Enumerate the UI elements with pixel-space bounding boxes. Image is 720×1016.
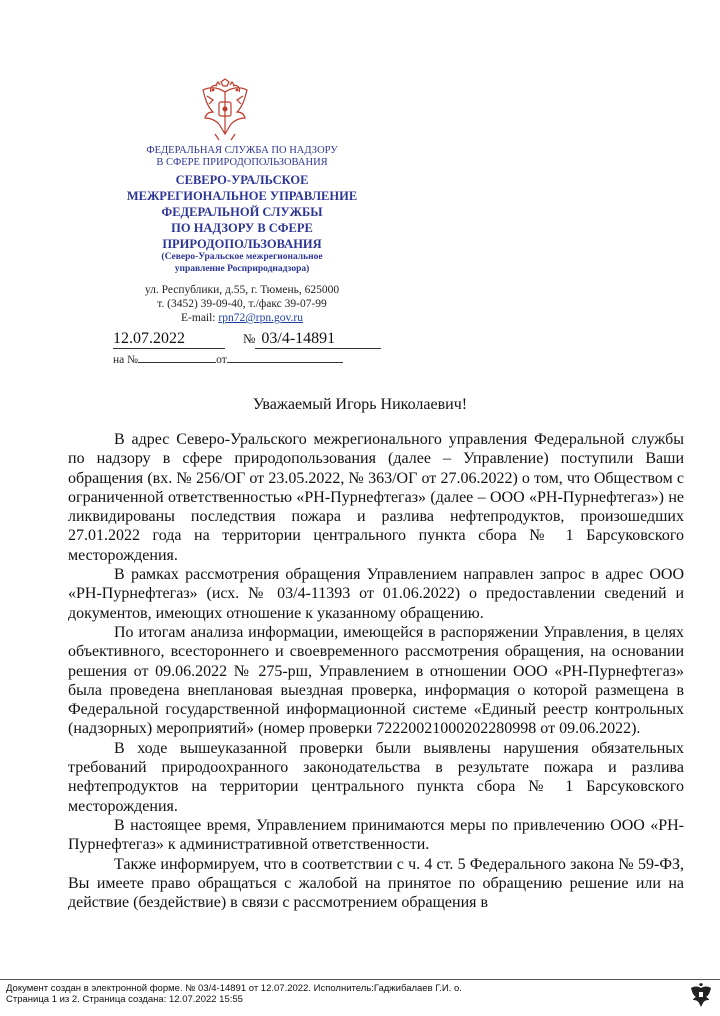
number-sign: №	[243, 331, 256, 346]
email-line	[108, 311, 376, 325]
dept-line-2: МЕЖРЕГИОНАЛЬНОЕ УПРАВЛЕНИЕ	[126, 189, 358, 203]
from-label: от	[216, 354, 227, 366]
short-name-line-2: управление Росприроднадзора)	[174, 264, 310, 274]
agency-line-2: В СФЕРЕ ПРИРОДОПОЛЬЗОВАНИЯ	[156, 157, 328, 168]
footer-divider	[0, 979, 720, 980]
paragraph-1: В адрес Северо-Уральского межрегионального управления Федеральной службы по надзору в сфере природопользования (далее – Управление) поступили Ваши обращения (вх. № 256/ОГ от 23.05.2022, № 363/ОГ от 27.06.2022) о том, что Обществом с ограниченной ответственностью «РН-Пурнефтегаз» (далее – ООО «РН-Пурнефтегаз») не ликвидированы последствия пожара и разлива нефтепродуктов, произошедших 27.01.2022 года на территории центрального пункта сбора № 1 Барсуковского месторождения.	[68, 431, 684, 564]
email-link[interactable]: rpn72@rpn.gov.ru	[218, 312, 303, 324]
coat-of-arms-emblem	[197, 78, 253, 142]
dept-line-3: ФЕДЕРАЛЬНОЙ СЛУЖБЫ	[161, 205, 323, 219]
reply-to-number-blank	[138, 351, 216, 363]
short-name-line-1: (Северо-Уральское межрегиональное	[161, 252, 323, 262]
letter-body	[68, 430, 684, 912]
address-block	[108, 283, 376, 325]
agency-line-1: ФЕДЕРАЛЬНАЯ СЛУЖБА ПО НАДЗОРУ	[146, 145, 338, 156]
footer-line-1: Документ создан в электронной форме. № 03/4-14891 от 12.07.2022. Исполнитель:Гаджибалаев Г.И. о.	[6, 983, 462, 994]
registration-line	[113, 330, 381, 349]
document-number: 03/4-14891	[255, 330, 381, 349]
dept-line-5: ПРИРОДОПОЛЬЗОВАНИЯ	[162, 237, 322, 251]
greeting: Уважаемый Игорь Николаевич!	[252, 396, 468, 413]
footer-emblem-icon	[690, 983, 712, 1009]
reply-to-line	[113, 351, 343, 366]
reply-to-date-blank	[227, 351, 343, 363]
department-short-name	[108, 251, 376, 275]
document-date: 12.07.2022	[113, 330, 225, 349]
paragraph-4: В ходе вышеуказанной проверки были выявлены нарушения обязательных требований природоохранного законодательства в результате пожара и разлива нефтепродуктов на территории центрального пункта сбора № 1 Барсуковского месторождения.	[68, 739, 684, 815]
reply-to-label: на №	[113, 354, 139, 366]
footer-line-2: Страница 1 из 2. Страница создана: 12.07.2022 15:55	[6, 994, 243, 1005]
paragraph-3: По итогам анализа информации, имеющейся в распоряжении Управления, в целях объективного, всестороннего и своевременного рассмотрения обращения, на основании решения от 09.06.2022 № 275-рш, Управлением в отношении ООО «РН-Пурнефтегаз» была проведена внеплановая выездная проверка, информация о которой размещена в Федеральной государственной информационной системе «Единый реестр контрольных (надзорных) мероприятий» (номер проверки 72220021000202280998 от 09.06.2022).	[68, 623, 684, 738]
paragraph-6: Также информируем, что в соответствии с ч. 4 ст. 5 Федерального закона № 59-ФЗ, Вы имеете право обращаться с жалобой на принятое по обращению решение или на действие (бездействие) в связи с рассмотрением обращения в	[68, 855, 684, 912]
dept-line-1: СЕВЕРО-УРАЛЬСКОЕ	[175, 173, 309, 187]
footer	[6, 983, 462, 1005]
agency-name	[108, 145, 376, 169]
paragraph-5: В настоящее время, Управлением принимаются меры по привлечению ООО «РН-Пурнефтегаз» к административной ответственности.	[68, 816, 684, 854]
paragraph-2: В рамках рассмотрения обращения Управлением направлен запрос в адрес ООО «РН-Пурнефтегаз» (исх. № 03/4-11393 от 01.06.2022) о предоставлении сведений и документов, имеющих отношение к указанному обращению.	[68, 566, 684, 622]
email-label: E-mail:	[181, 312, 219, 324]
address-line-2: т. (3452) 39-09-40, т./факс 39-07-99	[157, 298, 327, 310]
address-line-1: ул. Республики, д.55, г. Тюмень, 625000	[144, 284, 340, 296]
dept-line-4: ПО НАДЗОРУ В СФЕРЕ	[171, 221, 313, 235]
department-name	[108, 172, 376, 252]
